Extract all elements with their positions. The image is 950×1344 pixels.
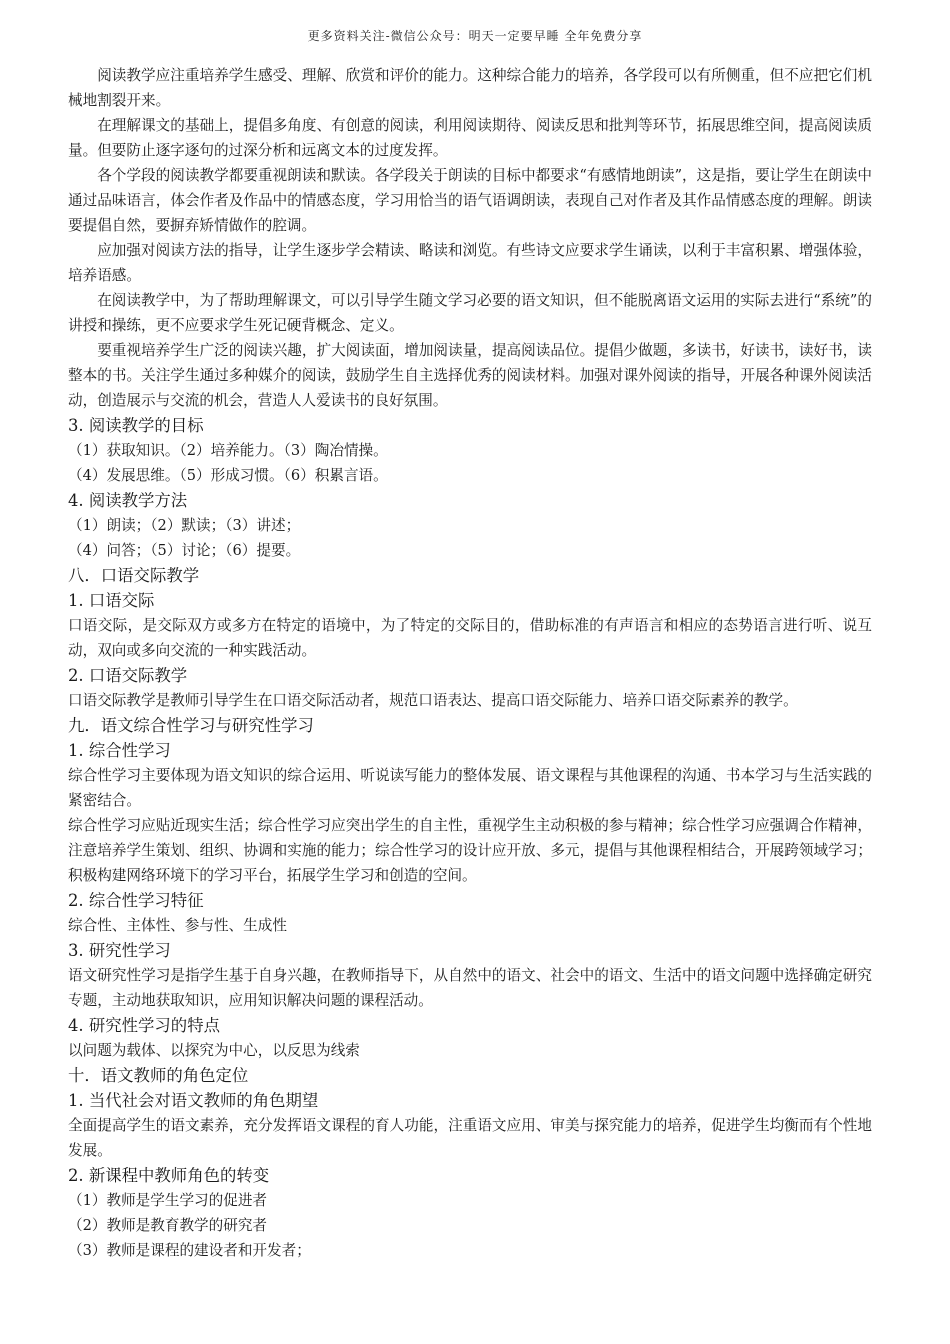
paragraph: 应加强对阅读方法的指导，让学生逐步学会精读、略读和浏览。有些诗文应要求学生诵读，以利于丰富积累、增强体验，培养语感。 [68, 242, 872, 284]
list-item: （2）教师是教育教学的研究者 [68, 1217, 268, 1234]
paragraph: 综合性、主体性、参与性、生成性 [68, 917, 287, 934]
list-item: （4）问答；（5）讨论；（6）提要。 [68, 542, 301, 559]
list-item: （1）朗读；（2）默读；（3）讲述； [68, 517, 301, 534]
paragraph: 口语交际教学是教师引导学生在口语交际活动者，规范口语表达、提高口语交际能力、培养口语交际素养的教学。 [68, 692, 798, 709]
section-heading: 4. 研究性学习的特点 [68, 1016, 220, 1035]
paragraph: 阅读教学应注重培养学生感受、理解、欣赏和评价的能力。这种综合能力的培养，各学段可以有所侧重，但不应把它们机械地割裂开来。 [68, 67, 872, 109]
paragraph: 全面提高学生的语文素养，充分发挥语文课程的育人功能，注重语文应用、审美与探究能力的培养，促进学生均衡而有个性地发展。 [68, 1117, 872, 1159]
section-heading: 2. 综合性学习特征 [68, 891, 204, 910]
paragraph: 在理解课文的基础上，提倡多角度、有创意的阅读，利用阅读期待、阅读反思和批判等环节，拓展思维空间，提高阅读质量。但要防止逐字逐句的过深分析和远离文本的过度发挥。 [68, 117, 872, 159]
section-heading: 3. 研究性学习 [68, 941, 171, 960]
section-heading: 九．语文综合性学习与研究性学习 [68, 716, 314, 735]
paragraph: 语文研究性学习是指学生基于自身兴趣，在教师指导下，从自然中的语文、社会中的语文、生活中的语文问题中选择确定研究专题，主动地获取知识，应用知识解决问题的课程活动。 [68, 967, 872, 1009]
paragraph: 综合性学习主要体现为语文知识的综合运用、听说读写能力的整体发展、语文课程与其他课程的沟通、书本学习与生活实践的紧密结合。 [68, 767, 872, 809]
paragraph: 要重视培养学生广泛的阅读兴趣，扩大阅读面，增加阅读量，提高阅读品位。提倡少做题，多读书，好读书，读好书，读整本的书。关注学生通过多种媒介的阅读，鼓励学生自主选择优秀的阅读材料。加强对课外阅读的指导，开展各种课外阅读活动，创造展示与交流的机会，营造人人爱读书的良好氛围。 [68, 342, 872, 409]
list-item: （4）发展思维。（5）形成习惯。（6）积累言语。 [68, 467, 388, 484]
section-heading: 2. 口语交际教学 [68, 666, 188, 685]
paragraph: 在阅读教学中，为了帮助理解课文，可以引导学生随文学习必要的语文知识，但不能脱离语文运用的实际去进行“系统”的讲授和操练，更不应要求学生死记硬背概念、定义。 [68, 292, 872, 334]
section-heading: 1. 口语交际 [68, 591, 155, 610]
section-heading: 3. 阅读教学的目标 [68, 416, 204, 435]
paragraph: 以问题为载体、以探究为中心，以反思为线索 [68, 1042, 360, 1059]
paragraph: 各个学段的阅读教学都要重视朗读和默读。各学段关于朗读的目标中都要求“有感情地朗读”，这是指，要让学生在朗读中通过品味语言，体会作者及作品中的情感态度，学习用恰当的语气语调朗读，表现自己对作者及其作品情感态度的理解。朗读要提倡自然，要摒弃矫情做作的腔调。 [68, 167, 872, 234]
section-heading: 4. 阅读教学方法 [68, 491, 188, 510]
section-heading: 1. 当代社会对语文教师的角色期望 [68, 1091, 319, 1110]
paragraph: 口语交际，是交际双方或多方在特定的语境中，为了特定的交际目的，借助标准的有声语言和相应的态势语言进行听、说互动，双向或多向交流的一种实践活动。 [68, 617, 872, 659]
list-item: （3）教师是课程的建设者和开发者； [68, 1242, 311, 1259]
list-item: （1）获取知识。（2）培养能力。（3）陶冶情操。 [68, 442, 388, 459]
list-item: （1）教师是学生学习的促进者 [68, 1192, 268, 1209]
paragraph: 综合性学习应贴近现实生活；综合性学习应突出学生的自主性，重视学生主动积极的参与精神；综合性学习应强调合作精神，注意培养学生策划、组织、协调和实施的能力；综合性学习的设计应开放、多元，提倡与其他课程相结合，开展跨领域学习；积极构建网络环境下的学习平台，拓展学生学习和创造的空间。 [68, 817, 872, 884]
section-heading: 八．口语交际教学 [68, 566, 200, 585]
section-heading: 2. 新课程中教师角色的转变 [68, 1166, 270, 1185]
section-heading: 十．语文教师的角色定位 [68, 1066, 249, 1085]
page-header: 更多资料关注-微信公众号：明天一定要早睡 全年免费分享 [307, 29, 643, 43]
section-heading: 1. 综合性学习 [68, 741, 171, 760]
document-body [68, 63, 872, 1263]
